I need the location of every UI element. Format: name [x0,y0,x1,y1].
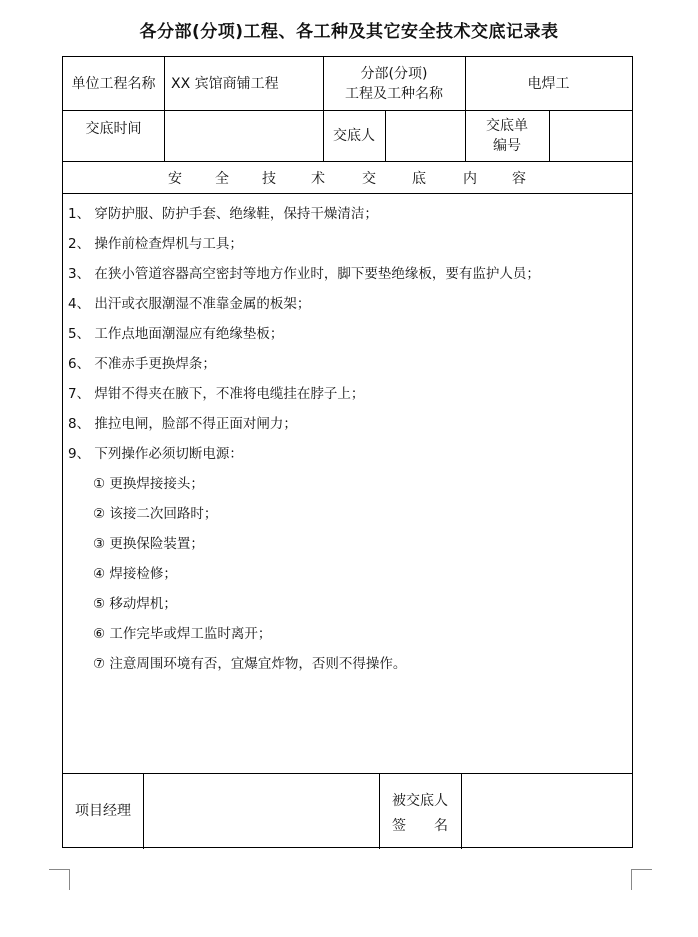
page-title: 各分部(分项)工程、各工种及其它安全技术交底记录表 [139,22,559,42]
sub-list-item: ⑥ 工作完毕或焊工监时离开； [93,626,272,642]
list-item: 8、 推拉电闸，脸部不得正面对闸力； [68,416,297,432]
sub-project-label [323,57,465,110]
discloser-label: 交底人 [333,127,375,144]
content-header-char: 技 [262,171,276,187]
receiver-label-line1: 被交底人 [392,793,448,809]
form-number-label [465,110,549,161]
sub-list-item: ④ 焊接检修； [93,566,177,582]
sub-list-item: ③ 更换保险装置； [93,536,204,552]
disclosure-time-label: 交底时间 [85,121,142,137]
sub-project-label-line1: 分部(分项) [360,65,428,82]
content-header-char: 内 [463,171,477,187]
sub-list-item: ⑦ 注意周围环境有否，宜爆宜炸物，否则不得操作。 [93,656,407,672]
page-corner-mark-left [49,869,70,890]
project-manager-label: 项目经理 [75,803,131,819]
content-header-char: 容 [512,171,526,187]
content-header-char: 安 [168,171,182,187]
unit-name-label: 单位工程名称 [71,75,156,92]
content-header-char: 全 [215,171,229,187]
list-item: 4、 出汗或衣服潮湿不准靠金属的板架； [68,296,311,312]
unit-name-value: XX 宾馆商铺工程 [171,75,279,92]
sub-list-item: ① 更换焊接接头； [93,476,204,492]
list-item: 1、 穿防护服、防护手套、绝缘鞋，保持干燥清洁； [68,206,378,222]
list-item: 6、 不准赤手更换焊条； [68,356,216,372]
form-number-label-line1: 交底单 [486,117,528,134]
content-header-char: 底 [412,171,426,187]
sub-project-value: 电焊工 [527,75,570,92]
discloser-value [385,110,465,161]
receiver-signature-value [461,773,632,849]
list-item: 5、 工作点地面潮湿应有绝缘垫板； [68,326,284,342]
list-item: 7、 焊钳不得夹在腋下，不准将电缆挂在脖子上； [68,386,365,402]
form-number-label-line2: 编号 [493,137,521,154]
content-header [63,161,632,193]
content-header-char: 术 [311,171,325,187]
disclosure-time-value [164,110,323,161]
sub-list-item: ⑤ 移动焊机； [93,596,177,612]
sub-list-item: ② 该接二次回路时； [93,506,218,522]
page-corner-mark-right [631,869,652,890]
project-manager-value [143,773,379,849]
form-number-value [549,110,632,161]
list-item: 9、 下列操作必须切断电源： [68,446,243,462]
content-header-char: 交 [362,171,376,187]
sub-project-label-line2: 工程及工种名称 [345,85,443,102]
list-item: 3、 在狭小管道容器高空密封等地方作业时，脚下要垫绝缘板，要有监护人员； [68,266,540,282]
list-item: 2、 操作前检查焊机与工具； [68,236,243,252]
receiver-signature-label [379,773,461,849]
receiver-label-line2: 签 名 [392,818,448,834]
